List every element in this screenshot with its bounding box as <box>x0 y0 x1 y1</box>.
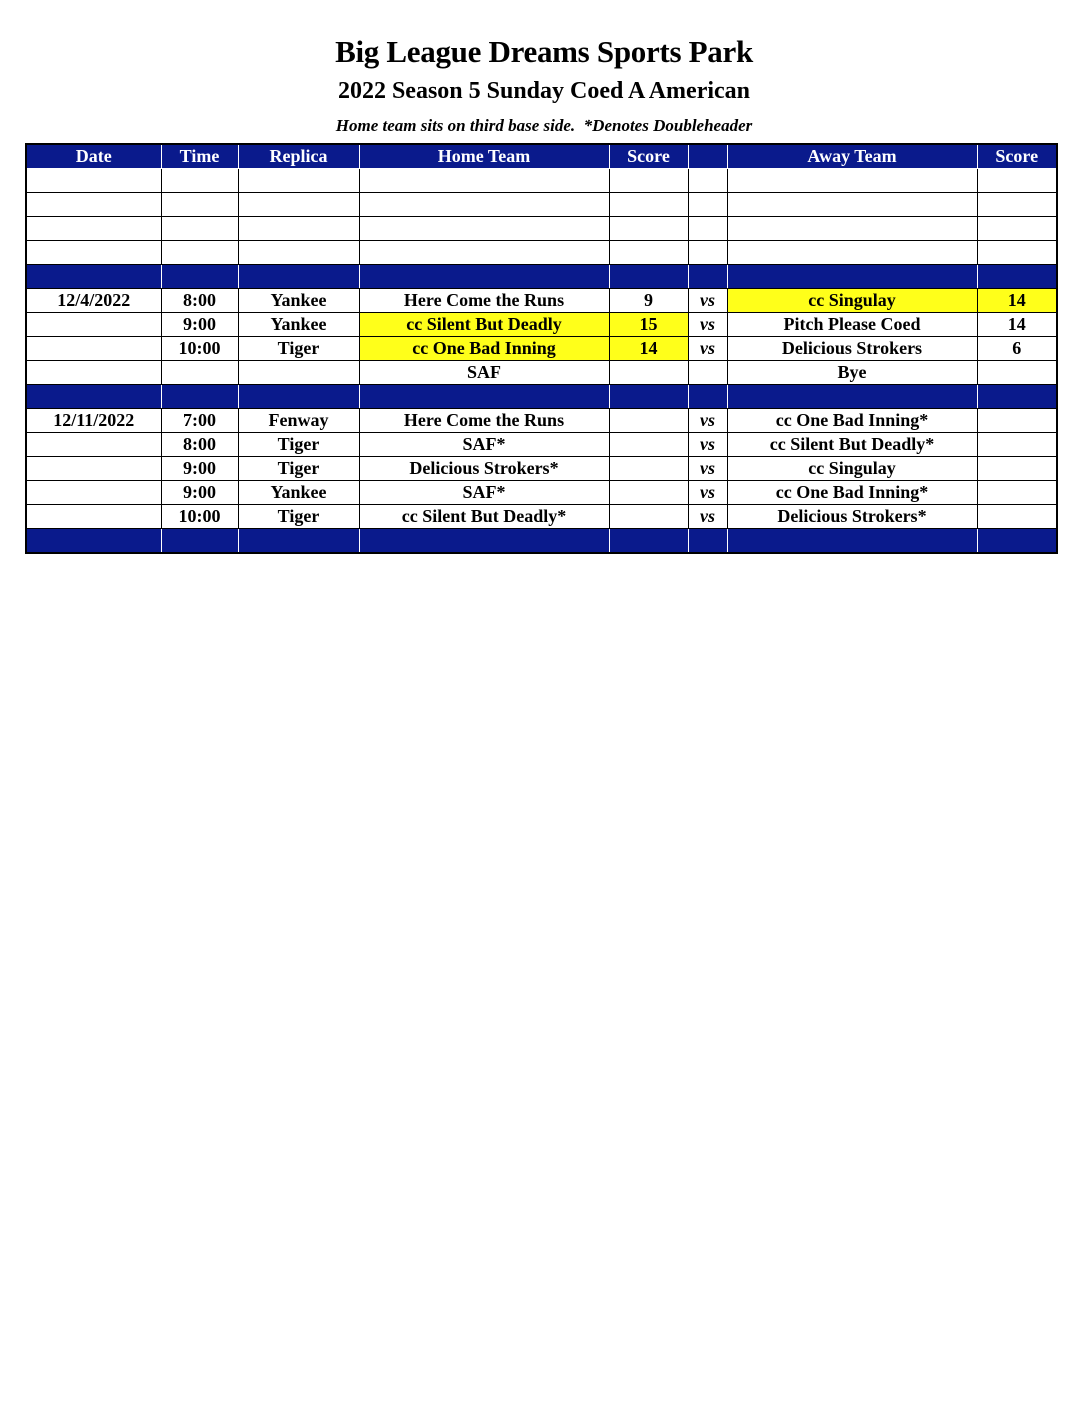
vs-cell <box>688 193 727 217</box>
date-cell: 12/11/2022 <box>26 409 161 433</box>
away-score-cell: 14 <box>977 313 1057 337</box>
date-cell <box>26 481 161 505</box>
home-team-cell: SAF* <box>359 433 609 457</box>
away-score-cell <box>977 169 1057 193</box>
home-score-cell <box>609 457 688 481</box>
vs-cell: vs <box>688 289 727 313</box>
game-row <box>26 505 1057 529</box>
home-team-cell <box>359 529 609 554</box>
date-cell <box>26 265 161 289</box>
vs-cell <box>688 529 727 554</box>
date-cell <box>26 169 161 193</box>
time-cell: 10:00 <box>161 505 238 529</box>
schedule-note: Home team sits on third base side. *Denotes Doubleheader <box>335 116 753 135</box>
away-team-cell <box>727 193 977 217</box>
time-cell: 9:00 <box>161 457 238 481</box>
separator-band-row <box>26 529 1057 554</box>
away-score-cell <box>977 409 1057 433</box>
time-cell <box>161 241 238 265</box>
vs-cell: vs <box>688 457 727 481</box>
away-score-cell <box>977 361 1057 385</box>
replica-cell: Tiger <box>238 457 359 481</box>
empty-row <box>26 193 1057 217</box>
col-header-home-team: Home Team <box>359 144 609 169</box>
game-row <box>26 337 1057 361</box>
vs-cell <box>688 265 727 289</box>
vs-cell <box>688 361 727 385</box>
home-team-cell <box>359 385 609 409</box>
replica-cell <box>238 193 359 217</box>
game-row <box>26 457 1057 481</box>
vs-cell <box>688 241 727 265</box>
vs-cell <box>688 169 727 193</box>
separator-band-row <box>26 265 1057 289</box>
home-score-cell <box>609 433 688 457</box>
replica-cell: Tiger <box>238 505 359 529</box>
home-score-cell <box>609 529 688 554</box>
replica-cell: Tiger <box>238 337 359 361</box>
date-cell <box>26 385 161 409</box>
home-score-cell: 14 <box>609 337 688 361</box>
replica-cell: Tiger <box>238 433 359 457</box>
home-team-cell: SAF <box>359 361 609 385</box>
game-row <box>26 361 1057 385</box>
time-cell: 7:00 <box>161 409 238 433</box>
away-score-cell <box>977 433 1057 457</box>
replica-cell <box>238 265 359 289</box>
schedule-body <box>26 169 1057 554</box>
time-cell: 8:00 <box>161 433 238 457</box>
away-team-cell: cc One Bad Inning* <box>727 409 977 433</box>
date-cell <box>26 529 161 554</box>
away-score-cell <box>977 481 1057 505</box>
col-header-replica: Replica <box>238 144 359 169</box>
replica-cell: Yankee <box>238 481 359 505</box>
replica-cell: Yankee <box>238 289 359 313</box>
away-team-cell <box>727 265 977 289</box>
away-score-cell <box>977 385 1057 409</box>
empty-row <box>26 169 1057 193</box>
replica-cell <box>238 529 359 554</box>
date-cell <box>26 241 161 265</box>
home-team-cell <box>359 193 609 217</box>
home-score-cell <box>609 505 688 529</box>
date-cell <box>26 217 161 241</box>
away-team-cell: cc Singulay <box>727 457 977 481</box>
date-cell <box>26 361 161 385</box>
home-team-cell <box>359 169 609 193</box>
home-score-cell: 15 <box>609 313 688 337</box>
home-score-cell <box>609 385 688 409</box>
away-team-cell: cc Singulay <box>727 289 977 313</box>
away-score-cell <box>977 505 1057 529</box>
home-score-cell <box>609 217 688 241</box>
time-cell: 9:00 <box>161 313 238 337</box>
date-cell <box>26 505 161 529</box>
vs-cell <box>688 217 727 241</box>
away-team-cell: cc One Bad Inning* <box>727 481 977 505</box>
game-row <box>26 409 1057 433</box>
home-score-cell <box>609 265 688 289</box>
away-team-cell <box>727 529 977 554</box>
time-cell <box>161 361 238 385</box>
replica-cell <box>238 241 359 265</box>
time-cell <box>161 529 238 554</box>
away-score-cell <box>977 193 1057 217</box>
vs-cell <box>688 385 727 409</box>
game-row <box>26 481 1057 505</box>
game-row <box>26 433 1057 457</box>
away-team-cell: Bye <box>727 361 977 385</box>
time-cell <box>161 265 238 289</box>
empty-row <box>26 217 1057 241</box>
home-team-cell: Here Come the Runs <box>359 409 609 433</box>
home-team-cell: cc One Bad Inning <box>359 337 609 361</box>
date-cell <box>26 193 161 217</box>
replica-cell: Fenway <box>238 409 359 433</box>
page-title: Big League Dreams Sports Park <box>335 34 753 69</box>
empty-row <box>26 241 1057 265</box>
home-score-cell <box>609 193 688 217</box>
vs-cell: vs <box>688 505 727 529</box>
replica-cell: Yankee <box>238 313 359 337</box>
replica-cell <box>238 169 359 193</box>
home-team-cell <box>359 265 609 289</box>
time-cell <box>161 217 238 241</box>
header-row <box>26 144 1057 169</box>
away-team-cell <box>727 241 977 265</box>
time-cell: 9:00 <box>161 481 238 505</box>
home-score-cell <box>609 241 688 265</box>
vs-cell: vs <box>688 481 727 505</box>
col-header-time: Time <box>161 144 238 169</box>
date-cell <box>26 337 161 361</box>
vs-cell: vs <box>688 337 727 361</box>
away-team-cell <box>727 385 977 409</box>
date-cell <box>26 457 161 481</box>
col-header-home-score: Score <box>609 144 688 169</box>
vs-cell: vs <box>688 409 727 433</box>
separator-band-row <box>26 385 1057 409</box>
home-score-cell <box>609 481 688 505</box>
home-team-cell: Here Come the Runs <box>359 289 609 313</box>
home-score-cell <box>609 409 688 433</box>
home-team-cell <box>359 241 609 265</box>
away-team-cell: Delicious Strokers* <box>727 505 977 529</box>
time-cell <box>161 169 238 193</box>
time-cell: 8:00 <box>161 289 238 313</box>
vs-cell: vs <box>688 433 727 457</box>
col-header-away-score: Score <box>977 144 1057 169</box>
date-cell: 12/4/2022 <box>26 289 161 313</box>
away-team-cell: Delicious Strokers <box>727 337 977 361</box>
replica-cell <box>238 361 359 385</box>
away-score-cell: 14 <box>977 289 1057 313</box>
date-cell <box>26 433 161 457</box>
home-score-cell <box>609 169 688 193</box>
game-row <box>26 313 1057 337</box>
away-team-cell <box>727 169 977 193</box>
away-score-cell <box>977 217 1057 241</box>
col-header-vs <box>688 144 727 169</box>
game-row <box>26 289 1057 313</box>
away-score-cell <box>977 457 1057 481</box>
replica-cell <box>238 217 359 241</box>
away-score-cell <box>977 529 1057 554</box>
home-team-cell: cc Silent But Deadly* <box>359 505 609 529</box>
away-team-cell: cc Silent But Deadly* <box>727 433 977 457</box>
away-score-cell: 6 <box>977 337 1057 361</box>
col-header-away-team: Away Team <box>727 144 977 169</box>
schedule-table <box>25 143 1058 554</box>
date-cell <box>26 313 161 337</box>
time-cell <box>161 385 238 409</box>
time-cell: 10:00 <box>161 337 238 361</box>
away-score-cell <box>977 265 1057 289</box>
replica-cell <box>238 385 359 409</box>
home-team-cell: SAF* <box>359 481 609 505</box>
away-team-cell <box>727 217 977 241</box>
vs-cell: vs <box>688 313 727 337</box>
col-header-date: Date <box>26 144 161 169</box>
home-team-cell: cc Silent But Deadly <box>359 313 609 337</box>
time-cell <box>161 193 238 217</box>
away-score-cell <box>977 241 1057 265</box>
home-team-cell: Delicious Strokers* <box>359 457 609 481</box>
home-team-cell <box>359 217 609 241</box>
away-team-cell: Pitch Please Coed <box>727 313 977 337</box>
page-subtitle: 2022 Season 5 Sunday Coed A American <box>337 78 751 104</box>
home-score-cell: 9 <box>609 289 688 313</box>
home-score-cell <box>609 361 688 385</box>
